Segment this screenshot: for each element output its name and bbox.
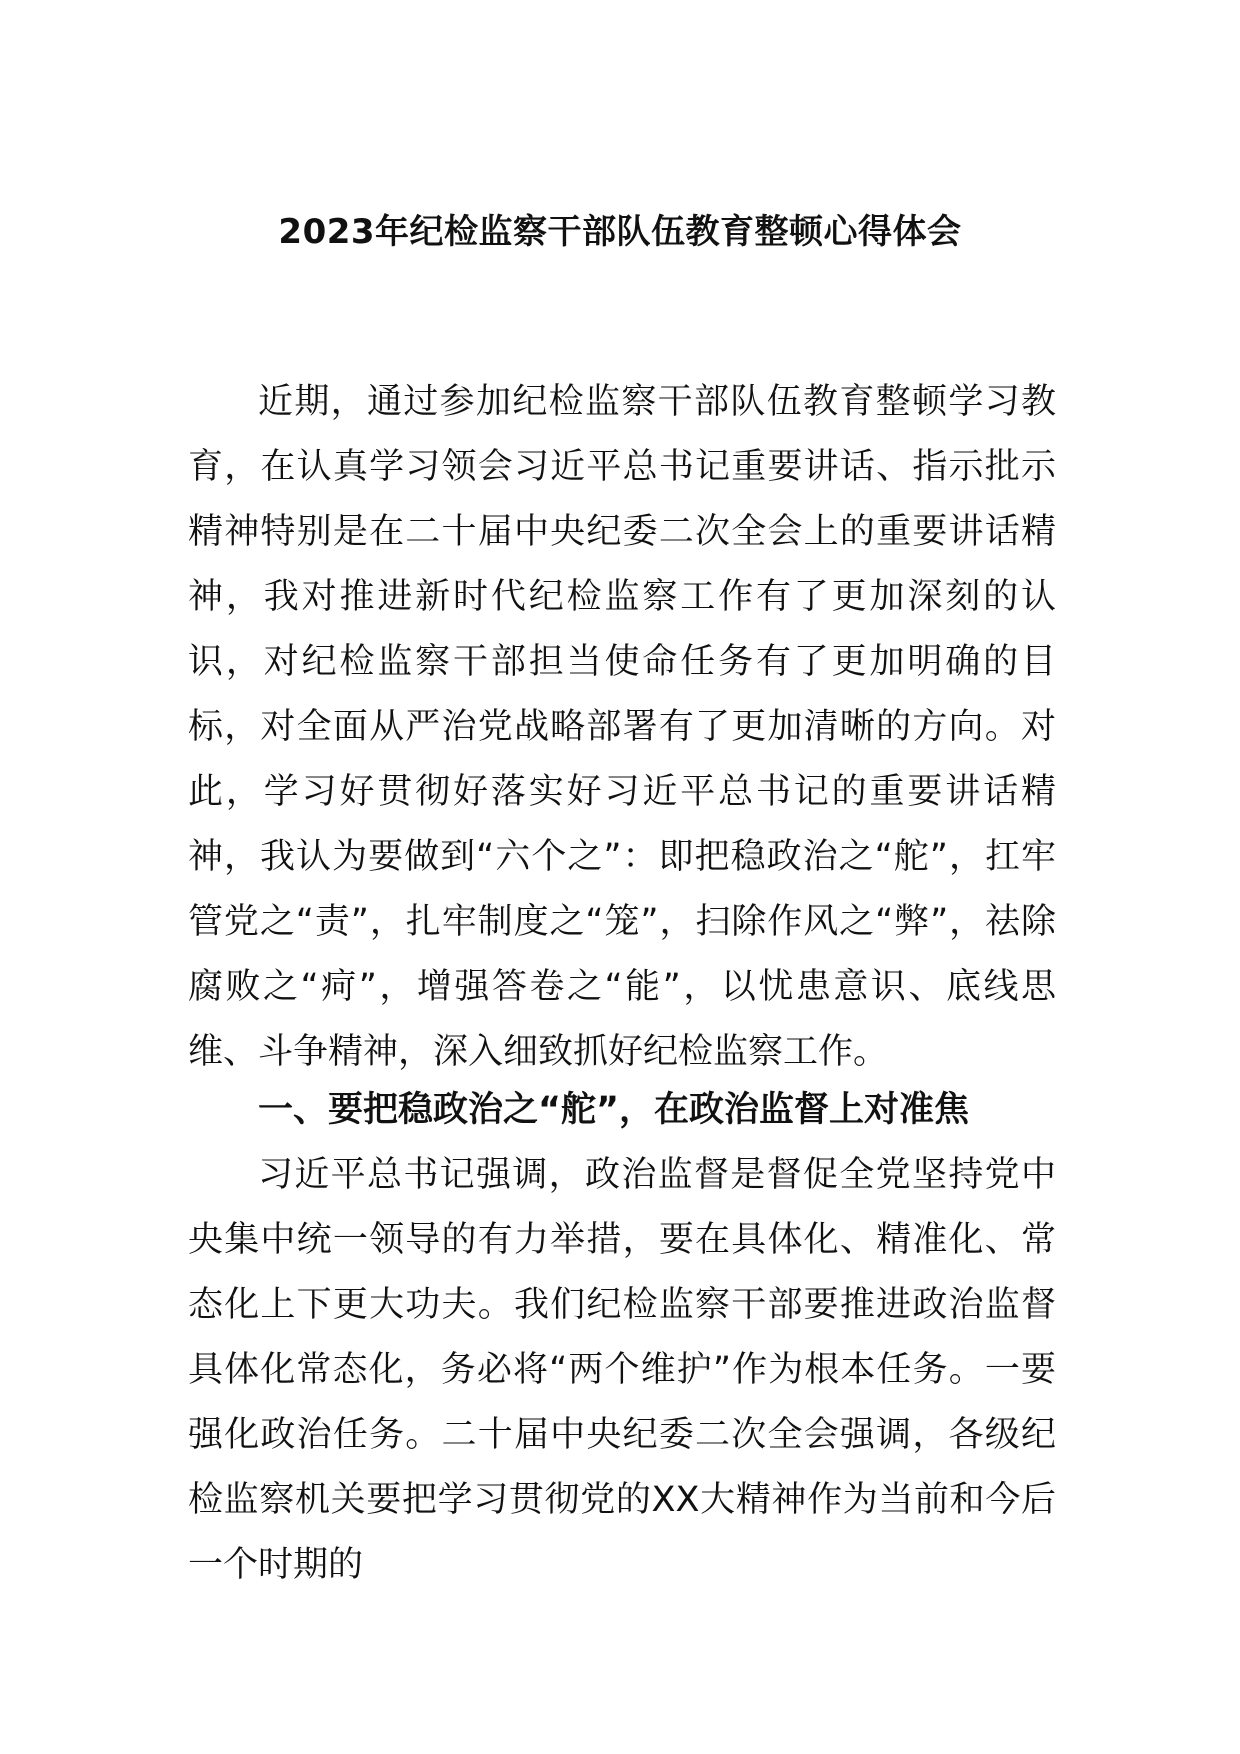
body-paragraph-section-1: 习近平总书记强调，政治监督是督促全党坚持党中央集中统一领导的有力举措，要在具体化、精准化、常态化上下更大功夫。我们纪检监察干部要推进政治监督具体化常态化，务必将“两个维护”作为根本任务。一要强化政治任务。二十届中央纪委二次全会强调，各级纪检监察机关要把学习贯彻党的XX大精神作为当前和今后一个时期的 bbox=[188, 1155, 1056, 1585]
document-title: 2023年纪检监察干部队伍教育整顿心得体会 bbox=[278, 212, 962, 252]
body-paragraph-intro: 近期，通过参加纪检监察干部队伍教育整顿学习教育，在认真学习领会习近平总书记重要讲话、指示批示精神特别是在二十届中央纪委二次全会上的重要讲话精神，我对推进新时代纪检监察工作有了更加深刻的认识，对纪检监察干部担当使命任务有了更加明确的目标，对全面从严治党战略部署有了更加清晰的方向。对此，学习好贯彻好落实好习近平总书记的重要讲话精神，我认为要做到“六个之”：即把稳政治之“舵”，扛牢管党之“责”，扎牢制度之“笼”，扫除作风之“弊”，祛除腐败之“疴”，增强答卷之“能”，以忧患意识、底线思维、斗争精神，深入细致抓好纪检监察工作。 bbox=[188, 382, 1056, 1072]
section-heading-1: 一、要把稳政治之“舵”，在政治监督上对准焦 bbox=[258, 1090, 970, 1130]
